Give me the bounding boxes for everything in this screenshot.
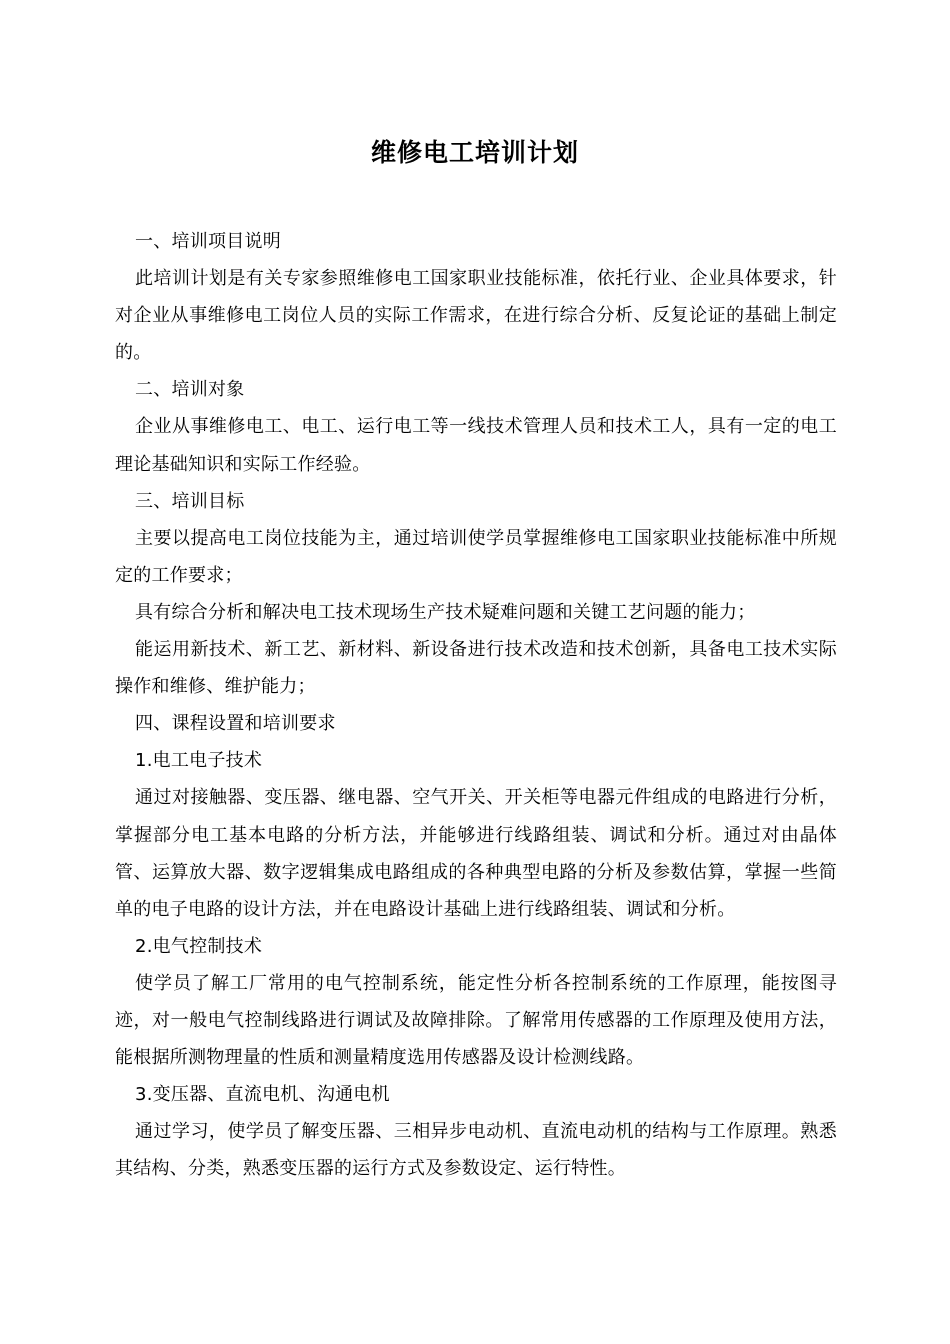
section-2-heading: 二、培训对象 <box>135 379 245 401</box>
document-body <box>115 223 837 1187</box>
course-2-paragraph: 使学员了解工厂常用的电气控制系统，能定性分析各控制系统的工作原理，能按图寻迹，对一般电气控制线路进行调试及故障排除。了解常用传感器的工作原理及使用方法，能根据所测物理量的性质和测量精度选用传感器及设计检测线路。 <box>115 972 837 1069</box>
course-3-paragraph: 通过学习，使学员了解变压器、三相异步电动机、直流电动机的结构与工作原理。熟悉其结构、分类，熟悉变压器的运行方式及参数设定、运行特性。 <box>115 1121 837 1180</box>
section-4-heading: 四、课程设置和培训要求 <box>135 713 336 735</box>
section-3-heading: 三、培训目标 <box>135 490 245 512</box>
goal-paragraph-3: 能运用新技术、新工艺、新材料、新设备进行技术改造和技术创新，具备电工技术实际操作和维修、维护能力； <box>115 639 837 698</box>
document-title: 维修电工培训计划 <box>370 138 579 167</box>
section-1-heading: 一、培训项目说明 <box>135 231 281 252</box>
section-2-paragraph: 企业从事维修电工、电工、运行电工等一线技术管理人员和技术工人，具有一定的电工理论基础知识和实际工作经验。 <box>115 416 837 475</box>
goal-paragraph-2: 具有综合分析和解决电工技术现场生产技术疑难问题和关键工艺问题的能力； <box>135 601 756 623</box>
course-3-heading: 3.变压器、直流电机、沟通电机 <box>135 1084 390 1106</box>
goal-paragraph-1: 主要以提高电工岗位技能为主，通过培训使学员掌握维修电工国家职业技能标准中所规定的工作要求； <box>115 527 837 586</box>
course-1-paragraph: 通过对接触器、变压器、继电器、空气开关、开关柜等电器元件组成的电路进行分析，掌握部分电工基本电路的分析方法，并能够进行线路组装、调试和分析。通过对由晶体管、运算放大器、数字逻辑集成电路组成的各种典型电路的分析及参数估算，掌握一些简单的电子电路的设计方法，并在电路设计基础上进行线路组装、调试和分析。 <box>115 787 837 920</box>
section-1-paragraph: 此培训计划是有关专家参照维修电工国家职业技能标准，依托行业、企业具体要求，针对企业从事维修电工岗位人员的实际工作需求，在进行综合分析、反复论证的基础上制定的。 <box>115 268 837 364</box>
course-2-heading: 2.电气控制技术 <box>135 935 263 957</box>
course-1-heading: 1.电工电子技术 <box>135 750 263 772</box>
